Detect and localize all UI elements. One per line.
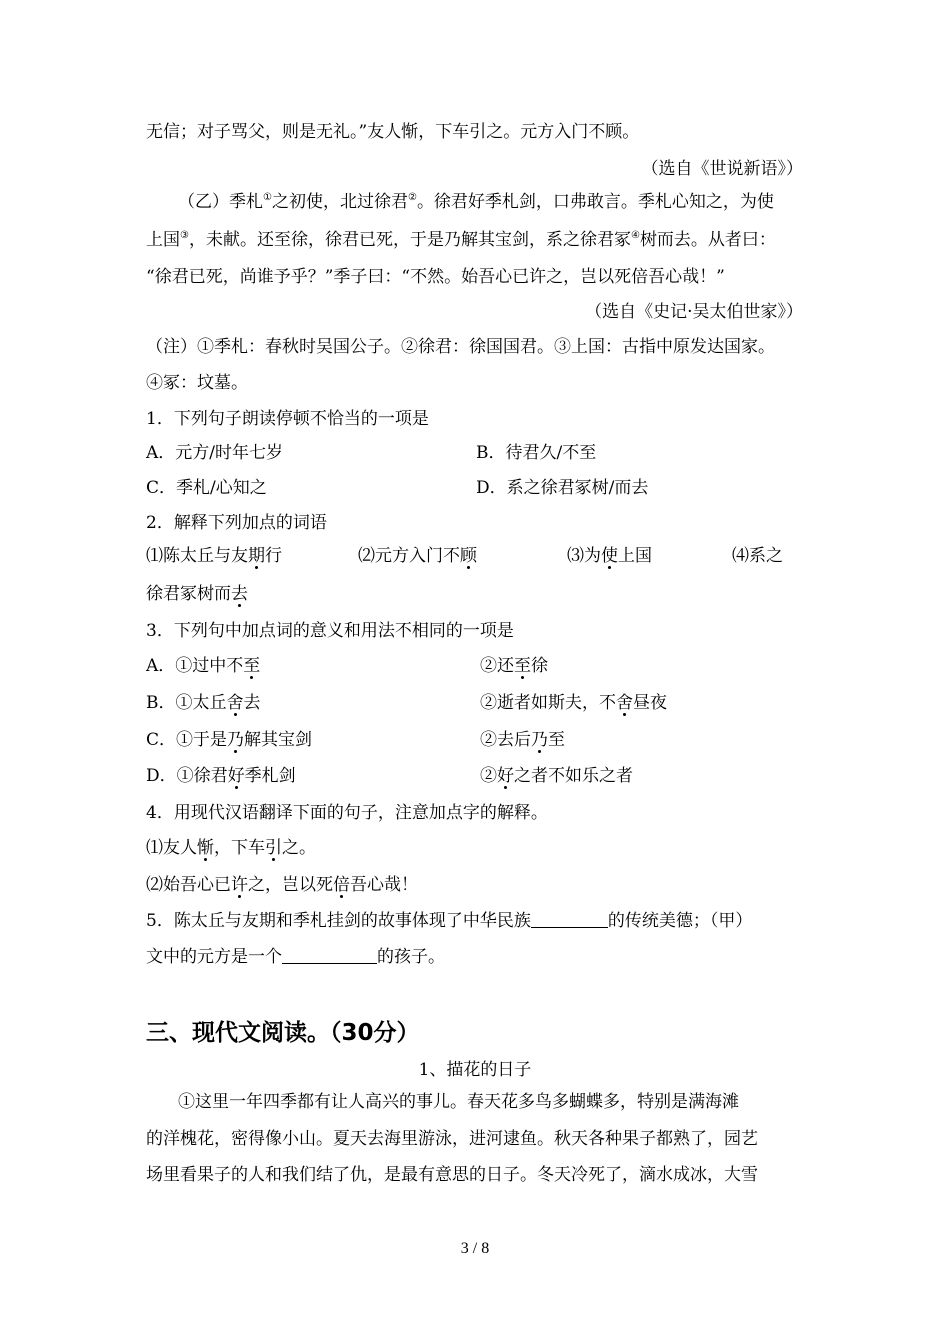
- article-p1-line1: ①这里一年四季都有让人高兴的事儿。春天花多鸟多蝴蝶多，特别是满海滩: [178, 1092, 739, 1112]
- q2-item4: ⑷系之: [732, 546, 783, 566]
- q5-blank2[interactable]: [282, 945, 377, 964]
- q1-option-c: C．季札/心知之: [146, 478, 267, 498]
- q5-line1: 5．陈太丘与友期和季札挂剑的故事体现了中华民族 的传统美德；（甲）: [146, 911, 753, 931]
- q1-option-d: D．系之徐君冢树/而去: [476, 478, 649, 498]
- q4-sentence1: ⑴友人惭，下车引之。: [146, 838, 316, 858]
- q4-sentence2: ⑵始吾心已许之，岂以死倍吾心哉！: [146, 875, 418, 895]
- q1-stem: 1．下列句子朗读停顿不恰当的一项是: [146, 409, 429, 429]
- passage-jia-ending: 无信；对子骂父，则是无礼。”友人惭，下车引之。元方入门不顾。: [146, 122, 640, 142]
- article-p1-line3: 场里看果子的人和我们结了仇，是最有意思的日子。冬天冷死了，滴水成冰，大雪: [146, 1165, 758, 1185]
- q3-d1: D．①徐君好季札剑: [146, 766, 296, 786]
- q5-line2: 文中的元方是一个 的孩子。: [146, 947, 445, 967]
- q3-stem: 3．下列句中加点词的意义和用法不相同的一项是: [146, 621, 514, 641]
- q3-a1: A．①过中不至: [146, 656, 261, 676]
- q3-a2: ②还至徐: [480, 656, 548, 676]
- q5-blank1[interactable]: [531, 909, 608, 928]
- q2-stem: 2．解释下列加点的词语: [146, 513, 327, 533]
- q3-b2: ②逝者如斯夫，不舍昼夜: [480, 693, 667, 713]
- q2-item4-cont: 徐君冢树而去: [146, 584, 248, 604]
- q2-item3: ⑶为使上国: [567, 546, 652, 566]
- q3-b1: B．①太丘舍去: [146, 693, 261, 713]
- passage-yi-line2: 上国③，未献。还至徐，徐君已死，于是乃解其宝剑，系之徐君冢④树而去。从者曰：: [146, 230, 776, 250]
- article-p1-line2: 的洋槐花，密得像小山。夏天去海里游泳，进河逮鱼。秋天各种果子都熟了，园艺: [146, 1129, 758, 1149]
- page-number: 3 / 8: [460, 1240, 490, 1257]
- q4-stem: 4．用现代汉语翻译下面的句子，注意加点字的解释。: [146, 803, 548, 823]
- passage-yi-line1: （乙）季札①之初使，北过徐君②。徐君好季札剑，口弗敢言。季札心知之，为使: [178, 192, 774, 212]
- source-yi: （选自《史记·吴太伯世家》）: [585, 302, 803, 322]
- q1-option-a: A．元方/时年七岁: [146, 443, 284, 463]
- q3-c2: ②去后乃至: [480, 730, 565, 750]
- q2-item1: ⑴陈太丘与友期行: [146, 546, 282, 566]
- notes-line2: ④冢：坟墓。: [146, 373, 248, 393]
- q3-d2: ②好之者不如乐之者: [480, 766, 633, 786]
- q3-c1: C．①于是乃解其宝剑: [146, 730, 313, 750]
- passage-yi-line3: “徐君已死，尚谁予乎？”季子曰：“不然。始吾心已许之，岂以死倍吾心哉！”: [146, 267, 725, 287]
- q2-item2: ⑵元方入门不顾: [358, 546, 477, 566]
- q1-option-b: B．待君久/不至: [476, 443, 597, 463]
- section3-heading: 三、现代文阅读。（30分）: [146, 1020, 420, 1046]
- notes-line1: （注）①季札：春秋时吴国公子。②徐君：徐国国君。③上国：古指中原发达国家。: [146, 337, 775, 357]
- source-jia: （选自《世说新语》）: [641, 159, 803, 179]
- article-title: 1、描花的日子: [418, 1060, 532, 1080]
